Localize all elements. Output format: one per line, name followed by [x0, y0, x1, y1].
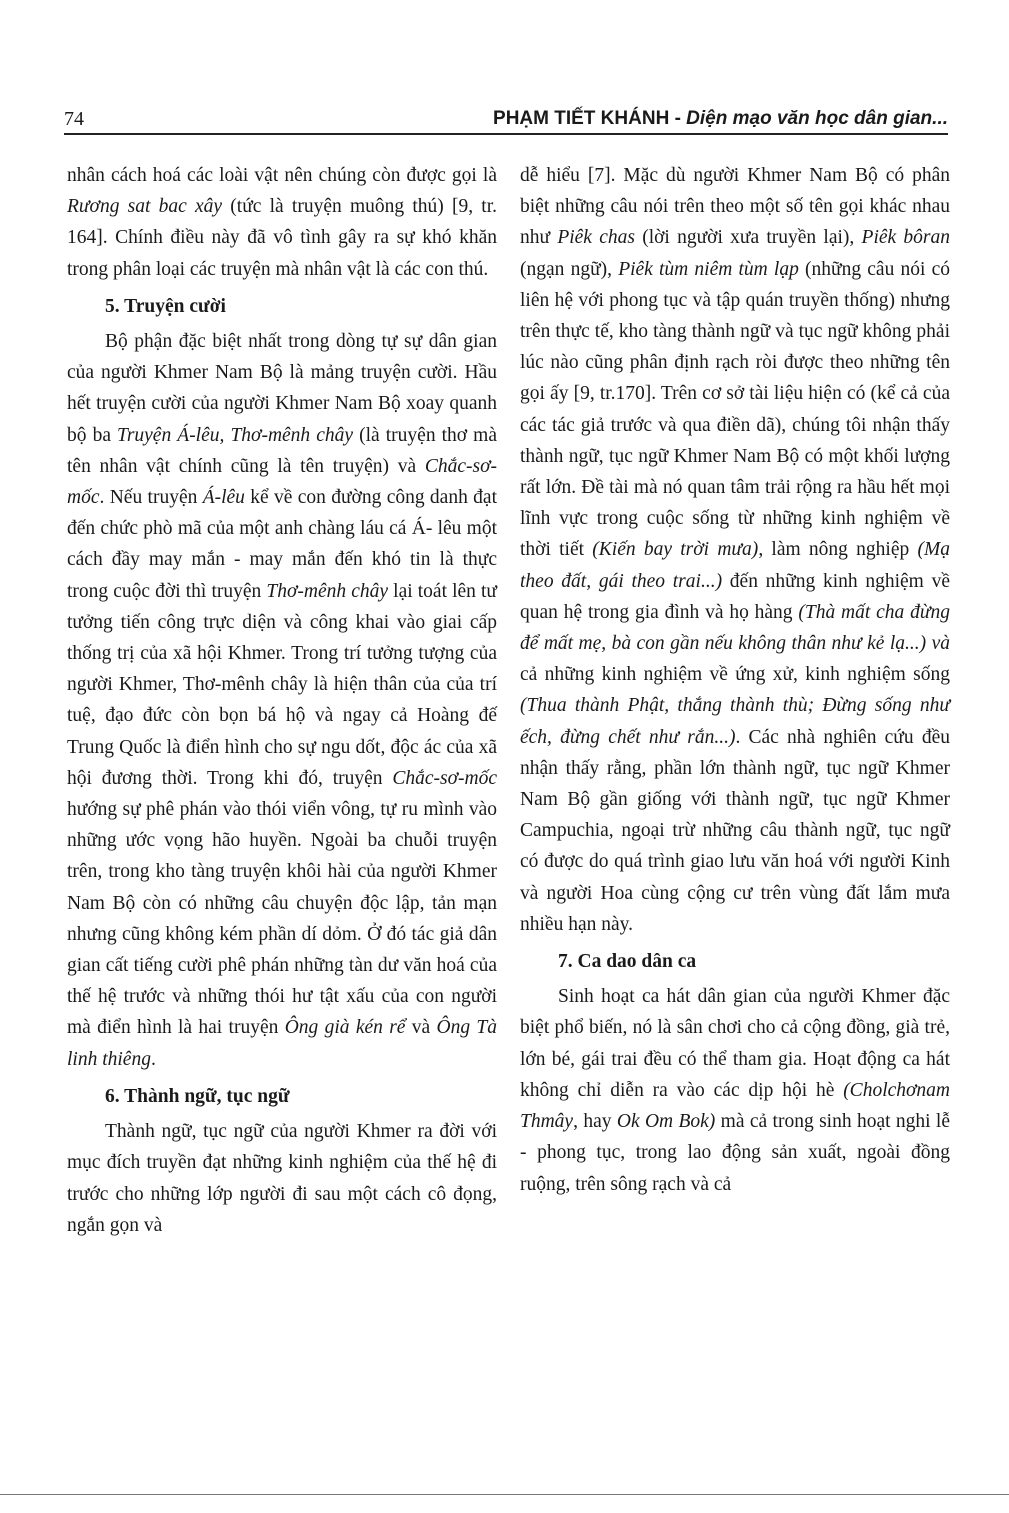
italic-run: Piêk chas	[557, 227, 635, 249]
paragraph	[67, 326, 497, 1075]
text-run: lại toát lên tư tưởng tiến công trực diện và công khai vào giai cấp thống trị của xã hội Khmer. Trong trí tưởng tượng của người Khmer, Thơ-mênh chây là hiện thân của của trí tuệ, đạo đức còn bọn bá hộ và ngay cả Hoàng đế Trung Quốc là điển hình cho sự ngu dốt, độc ác của xã hội đương thời. Trong khi đó, truyện	[67, 580, 498, 789]
text-run: mà cả trong sinh hoạt nghi lễ - phong tục, trong lao động sản xuất, ngoài đồng ruộng, trên sông rạch và cả	[520, 1111, 950, 1195]
italic-run: Chắc-sơ-mốc	[392, 767, 497, 789]
text-run: (lời người xưa truyền lại),	[634, 227, 862, 249]
text-run: cả những kinh nghiệm về ứng xử, kinh nghiệm sống	[520, 664, 950, 686]
text-run: hướng sự phê phán vào thói viển vông, tự ru mình vào những ước vọng hão huyền. Ngoài ba chuỗi truyện trên, trong kho tàng truyện khôi hài của người Khmer Nam Bộ còn có những câu chuyện độc lập, tản mạn nhưng cũng không kém phần dí dỏm. Ở đó tác giả dân gian cất tiếng cười phê phán những tàn dư văn hoá của thế hệ trước và những thói hư tật xấu của con người mà điển hình là hai truyện	[67, 799, 497, 1039]
italic-run: (Thua thành Phật, thắng thành thù; Đừng sống như ếch, đừng chết như rắn...)	[520, 695, 950, 748]
bottom-rule	[0, 1494, 1009, 1495]
paragraph	[520, 160, 950, 940]
text-run: . Các nhà nghiên cứu đều nhận thấy rằng, phần lớn thành ngữ, tục ngữ Khmer Nam Bộ gần giống với thành ngữ, tục ngữ Khmer Campuchia, ngoại trừ những câu thành ngữ, tục ngữ có được do quá trình giao lưu văn hoá với người Kinh và người Hoa cùng cộng cư trên vùng đất lắm mưa nhiều hạn này.	[520, 726, 950, 935]
text-run: kể về con đường công danh đạt đến chức phò mã của một anh chàng láu cá Á- lêu một cách đầy may mắn - may mắn đến khó tin là thực trong cuộc đời thì truyện	[67, 487, 497, 602]
text-run: Sinh hoạt ca hát dân gian của người Khmer đặc biệt phổ biến, nó là sân chơi cho cả cộng đồng, già trẻ, lớn bé, gái trai đều có thể tham gia. Hoạt động ca hát không chỉ diễn ra vào các dịp hội hè	[520, 986, 950, 1101]
paragraph	[520, 981, 950, 1199]
running-title	[493, 108, 948, 130]
author-name: PHẠM TIẾT KHÁNH -	[493, 108, 687, 129]
italic-run: Ok Om Bok)	[616, 1111, 716, 1133]
text-run: đến những kinh nghiệm về quan hệ trong gia đình và họ hàng	[520, 570, 950, 623]
text-run: , hay	[573, 1111, 617, 1133]
text-run: dễ hiểu [7]. Mặc dù người Khmer Nam Bộ có phân biệt những câu nói trên theo một số tên gọi khác nhau như	[520, 165, 950, 249]
right-column	[520, 160, 950, 1200]
text-run: Thành ngữ, tục ngữ của người Khmer ra đời với mục đích truyền đạt những kinh nghiệm của thế hệ đi trước cho những lớp người đi sau một cách cô đọng, ngắn gọn và	[67, 1121, 497, 1236]
italic-run: Thơ-mênh chây	[266, 580, 389, 602]
italic-run: Ông già kén rể	[284, 1017, 406, 1039]
text-run: Bộ phận đặc biệt nhất trong dòng tự sự dân gian của người Khmer Nam Bộ là mảng truyện cười. Hầu hết truyện cười của người Khmer Nam Bộ xoay quanh bộ ba	[67, 331, 497, 446]
text-run: (những câu nói có liên hệ với phong tục và tập quán truyền thống) nhưng trên thực tế, kho tàng thành ngữ và tục ngữ không phải lúc nào cũng phân định rạch ròi được theo những tên gọi ấy [9, tr.170]. Trên cơ sở tài liệu hiện có (kể cả của các tác giả trước và qua điền dã), chúng tôi nhận thấy thành ngữ, tục ngữ Khmer Nam Bộ có một khối lượng rất lớn. Đề tài mà nó quan tâm trải rộng ra hầu hết mọi lĩnh vực trong cuộc sống từ những kinh nghiệm về thời tiết	[520, 258, 950, 561]
text-run: (tức là truyện muông thú) [9, tr. 164]. Chính điều này đã vô tình gây ra sự khó khăn trong phân loại các truyện mà nhân vật là các con thú.	[67, 196, 497, 280]
italic-run: Piêk bôran	[861, 227, 951, 249]
section-heading-6: 6. Thành ngữ, tục ngữ	[105, 1085, 290, 1107]
section-heading-7: 7. Ca dao dân ca	[558, 951, 697, 973]
paragraph	[67, 160, 497, 285]
text-run: .	[150, 1048, 156, 1070]
italic-run: Á-lêu	[202, 487, 245, 509]
italic-run: Ông Tà linh thiêng	[67, 1017, 497, 1070]
left-column	[67, 160, 497, 1241]
book-title: Diện mạo văn học dân gian...	[686, 108, 948, 129]
text-run: (là truyện thơ mà tên nhân vật chính cũng là tên truyện) và	[67, 424, 498, 477]
italic-run: (Kiến bay trời mưa)	[592, 539, 759, 561]
italic-run: (Mạ theo đất, gái theo trai...)	[520, 539, 950, 592]
text-run: nhân cách hoá các loài vật nên chúng còn được gọi là	[67, 165, 497, 186]
italic-run: (Cholchơnam Thmây	[520, 1079, 950, 1133]
header-rule	[64, 133, 948, 135]
italic-run: Piêk tùm niêm tùm lạp	[618, 258, 799, 280]
italic-run: Chắc-sơ-mốc	[67, 455, 497, 509]
paragraph	[67, 1116, 497, 1241]
running-header	[64, 100, 948, 140]
italic-run: Truyện Á-lêu, Thơ-mênh chây	[117, 424, 354, 446]
text-run: (ngạn ngữ),	[520, 258, 619, 280]
section-heading-5: 5. Truyện cười	[105, 295, 226, 317]
text-run: , làm nông nghiệp	[758, 539, 918, 561]
text-run: . Nếu truyện	[99, 487, 203, 509]
page-number: 74	[64, 108, 84, 130]
italic-run: (Thà mất cha đừng để mất mẹ, bà con gần nếu không thân như kẻ lạ...) và	[520, 601, 950, 655]
text-run: và	[405, 1017, 437, 1039]
italic-run: Rương sat bac xây	[67, 196, 223, 218]
